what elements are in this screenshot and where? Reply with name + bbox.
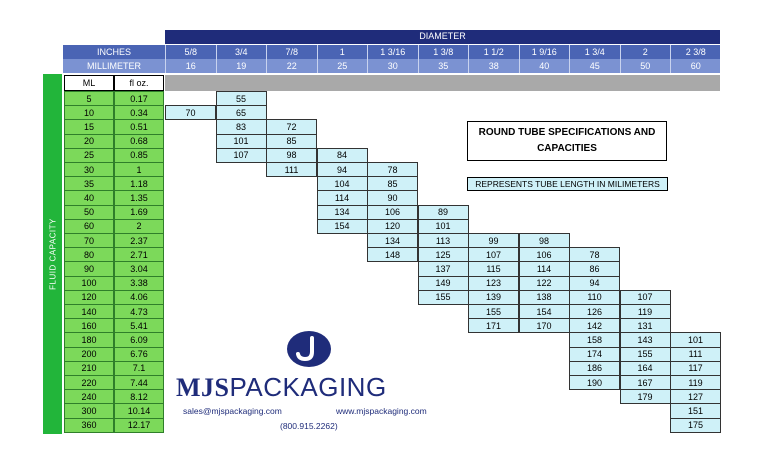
millimeter-col-header: 30 xyxy=(367,59,418,73)
tube-length-cell: 90 xyxy=(367,190,418,205)
ml-cell: 15 xyxy=(64,119,114,134)
tube-length-cell: 174 xyxy=(569,347,620,362)
tube-length-cell: 117 xyxy=(670,361,721,376)
tube-length-cell: 111 xyxy=(670,347,721,362)
ml-cell: 180 xyxy=(64,332,114,347)
tube-length-cell: 148 xyxy=(367,247,418,262)
ml-cell: 100 xyxy=(64,276,114,291)
tube-length-cell: 111 xyxy=(266,162,317,177)
tube-length-cell: 78 xyxy=(569,247,620,262)
millimeter-label: MILLIMETER xyxy=(86,61,141,71)
brand-website[interactable]: www.mjspackaging.com xyxy=(336,406,427,416)
ml-cell: 50 xyxy=(64,205,114,220)
tube-length-cell: 78 xyxy=(367,162,418,177)
millimeter-col-header: 60 xyxy=(670,59,721,73)
brand-wordmark xyxy=(176,372,387,402)
tube-length-cell: 167 xyxy=(620,375,671,390)
tube-length-cell: 101 xyxy=(418,219,469,234)
tube-length-cell: 89 xyxy=(418,205,469,220)
tube-length-cell: 70 xyxy=(165,105,216,120)
millimeter-col-header: 45 xyxy=(569,59,620,73)
millimeter-col-header: 40 xyxy=(519,59,570,73)
floz-cell: 3.38 xyxy=(114,276,164,291)
tube-length-cell: 131 xyxy=(620,318,671,333)
ml-cell: 20 xyxy=(64,134,114,149)
millimeter-col-header: 25 xyxy=(317,59,368,73)
floz-cell: 2.37 xyxy=(114,233,164,248)
inches-col-header: 1 1/2 xyxy=(468,45,519,59)
tube-length-cell: 155 xyxy=(620,347,671,362)
tube-length-cell: 155 xyxy=(418,290,469,305)
brand-packaging: PACKAGING xyxy=(229,372,387,402)
ml-cell: 10 xyxy=(64,105,114,120)
millimeter-col-header: 16 xyxy=(165,59,216,73)
tube-length-cell: 107 xyxy=(216,148,267,163)
floz-cell: 0.17 xyxy=(114,91,164,106)
tube-length-cell: 98 xyxy=(266,148,317,163)
tube-length-cell: 119 xyxy=(670,375,721,390)
tube-length-cell: 55 xyxy=(216,91,267,106)
ml-cell: 5 xyxy=(64,91,114,106)
floz-cell: 3.04 xyxy=(114,261,164,276)
floz-cell: 1.35 xyxy=(114,190,164,205)
inches-col-header: 1 3/8 xyxy=(418,45,469,59)
ml-cell: 30 xyxy=(64,162,114,177)
ml-cell: 240 xyxy=(64,389,114,404)
floz-cell: 7.44 xyxy=(114,375,164,390)
tube-length-cell: 125 xyxy=(418,247,469,262)
floz-cell: 0.51 xyxy=(114,119,164,134)
tube-length-cell: 155 xyxy=(468,304,519,319)
tube-length-cell: 104 xyxy=(317,176,368,191)
tube-length-cell: 84 xyxy=(317,148,368,163)
millimeter-col-header: 50 xyxy=(620,59,671,73)
ml-cell: 300 xyxy=(64,403,114,418)
tube-length-cell: 110 xyxy=(569,290,620,305)
tube-length-cell: 113 xyxy=(418,233,469,248)
brand-email[interactable]: sales@mjspackaging.com xyxy=(183,406,282,416)
inches-col-header: 1 9/16 xyxy=(519,45,570,59)
header-gray-band xyxy=(165,75,720,91)
tube-length-cell: 138 xyxy=(519,290,570,305)
tube-length-cell: 120 xyxy=(367,219,418,234)
ml-header: ML xyxy=(64,75,114,91)
ml-cell: 120 xyxy=(64,290,114,305)
ml-cell: 40 xyxy=(64,190,114,205)
brand-phone: (800.915.2262) xyxy=(280,421,338,431)
fluid-capacity-bar xyxy=(43,74,62,434)
tube-length-cell: 85 xyxy=(367,176,418,191)
floz-cell: 10.14 xyxy=(114,403,164,418)
tube-length-cell: 115 xyxy=(468,261,519,276)
floz-cell: 4.73 xyxy=(114,304,164,319)
floz-cell: 1.18 xyxy=(114,176,164,191)
tube-length-cell: 122 xyxy=(519,276,570,291)
inches-col-header: 5/8 xyxy=(165,45,216,59)
legend-note-box xyxy=(467,177,668,191)
tube-length-cell: 158 xyxy=(569,332,620,347)
millimeter-col-header: 22 xyxy=(266,59,317,73)
inches-col-header: 3/4 xyxy=(216,45,267,59)
floz-header: fl oz. xyxy=(114,75,164,91)
ml-cell: 60 xyxy=(64,219,114,234)
tube-length-cell: 106 xyxy=(519,247,570,262)
brand-mjs: MJS xyxy=(176,373,230,402)
fluid-capacity-label: FLUID CAPACITY xyxy=(48,218,57,290)
tube-length-cell: 149 xyxy=(418,276,469,291)
ml-cell: 70 xyxy=(64,233,114,248)
tube-length-cell: 143 xyxy=(620,332,671,347)
tube-length-cell: 186 xyxy=(569,361,620,376)
diameter-header xyxy=(165,30,720,44)
floz-cell: 0.68 xyxy=(114,134,164,149)
floz-cell: 8.12 xyxy=(114,389,164,404)
tube-length-cell: 94 xyxy=(569,276,620,291)
floz-cell: 0.34 xyxy=(114,105,164,120)
tube-length-cell: 179 xyxy=(620,389,671,404)
floz-cell: 1 xyxy=(114,162,164,177)
millimeter-col-header: 19 xyxy=(216,59,267,73)
millimeter-col-header: 38 xyxy=(468,59,519,73)
tube-length-cell: 99 xyxy=(468,233,519,248)
floz-cell: 1.69 xyxy=(114,205,164,220)
floz-cell: 4.06 xyxy=(114,290,164,305)
tube-length-cell: 65 xyxy=(216,105,267,120)
tube-length-cell: 101 xyxy=(670,332,721,347)
tube-length-cell: 175 xyxy=(670,418,721,433)
floz-cell: 0.85 xyxy=(114,148,164,163)
ml-cell: 25 xyxy=(64,148,114,163)
ml-cell: 160 xyxy=(64,318,114,333)
tube-length-cell: 72 xyxy=(266,119,317,134)
tube-length-cell: 106 xyxy=(367,205,418,220)
mjs-logo-icon xyxy=(285,329,333,369)
ml-cell: 140 xyxy=(64,304,114,319)
ml-cell: 220 xyxy=(64,375,114,390)
tube-length-cell: 107 xyxy=(468,247,519,262)
ml-cell: 35 xyxy=(64,176,114,191)
tube-length-cell: 137 xyxy=(418,261,469,276)
tube-length-cell: 101 xyxy=(216,134,267,149)
millimeter-col-header: 35 xyxy=(418,59,469,73)
tube-length-cell: 154 xyxy=(519,304,570,319)
tube-length-cell: 154 xyxy=(317,219,368,234)
diameter-label: DIAMETER xyxy=(419,31,466,41)
tube-length-cell: 134 xyxy=(367,233,418,248)
floz-cell: 2 xyxy=(114,219,164,234)
tube-length-cell: 127 xyxy=(670,389,721,404)
tube-length-cell: 114 xyxy=(519,261,570,276)
ml-cell: 200 xyxy=(64,347,114,362)
floz-cell: 7.1 xyxy=(114,361,164,376)
tube-length-cell: 151 xyxy=(670,403,721,418)
millimeter-row xyxy=(63,59,720,73)
floz-cell: 12.17 xyxy=(114,418,164,433)
inches-row xyxy=(63,45,720,59)
tube-length-cell: 114 xyxy=(317,190,368,205)
tube-length-cell: 85 xyxy=(266,134,317,149)
tube-length-cell: 98 xyxy=(519,233,570,248)
ml-cell: 360 xyxy=(64,418,114,433)
specs-title-box xyxy=(467,121,667,161)
inches-col-header: 1 3/16 xyxy=(367,45,418,59)
ml-cell: 90 xyxy=(64,261,114,276)
tube-length-cell: 83 xyxy=(216,119,267,134)
legend-note: REPRESENTS TUBE LENGTH IN MILIMETERS xyxy=(475,179,660,189)
tube-length-cell: 134 xyxy=(317,205,368,220)
tube-length-cell: 190 xyxy=(569,375,620,390)
tube-length-cell: 119 xyxy=(620,304,671,319)
tube-length-cell: 164 xyxy=(620,361,671,376)
floz-cell: 2.71 xyxy=(114,247,164,262)
tube-length-cell: 170 xyxy=(519,318,570,333)
specs-title: ROUND TUBE SPECIFICATIONS AND CAPACITIES xyxy=(478,127,656,154)
tube-length-cell: 123 xyxy=(468,276,519,291)
tube-length-cell: 94 xyxy=(317,162,368,177)
inches-col-header: 2 3/8 xyxy=(670,45,721,59)
floz-cell: 6.76 xyxy=(114,347,164,362)
inches-col-header: 1 3/4 xyxy=(569,45,620,59)
tube-length-cell: 171 xyxy=(468,318,519,333)
inches-label: INCHES xyxy=(96,47,131,57)
inches-col-header: 7/8 xyxy=(266,45,317,59)
inches-col-header: 2 xyxy=(620,45,671,59)
tube-length-cell: 107 xyxy=(620,290,671,305)
floz-cell: 6.09 xyxy=(114,332,164,347)
ml-cell: 210 xyxy=(64,361,114,376)
inches-col-header: 1 xyxy=(317,45,368,59)
ml-cell: 80 xyxy=(64,247,114,262)
floz-cell: 5.41 xyxy=(114,318,164,333)
tube-length-cell: 142 xyxy=(569,318,620,333)
tube-length-cell: 139 xyxy=(468,290,519,305)
tube-length-cell: 126 xyxy=(569,304,620,319)
tube-length-cell: 86 xyxy=(569,261,620,276)
